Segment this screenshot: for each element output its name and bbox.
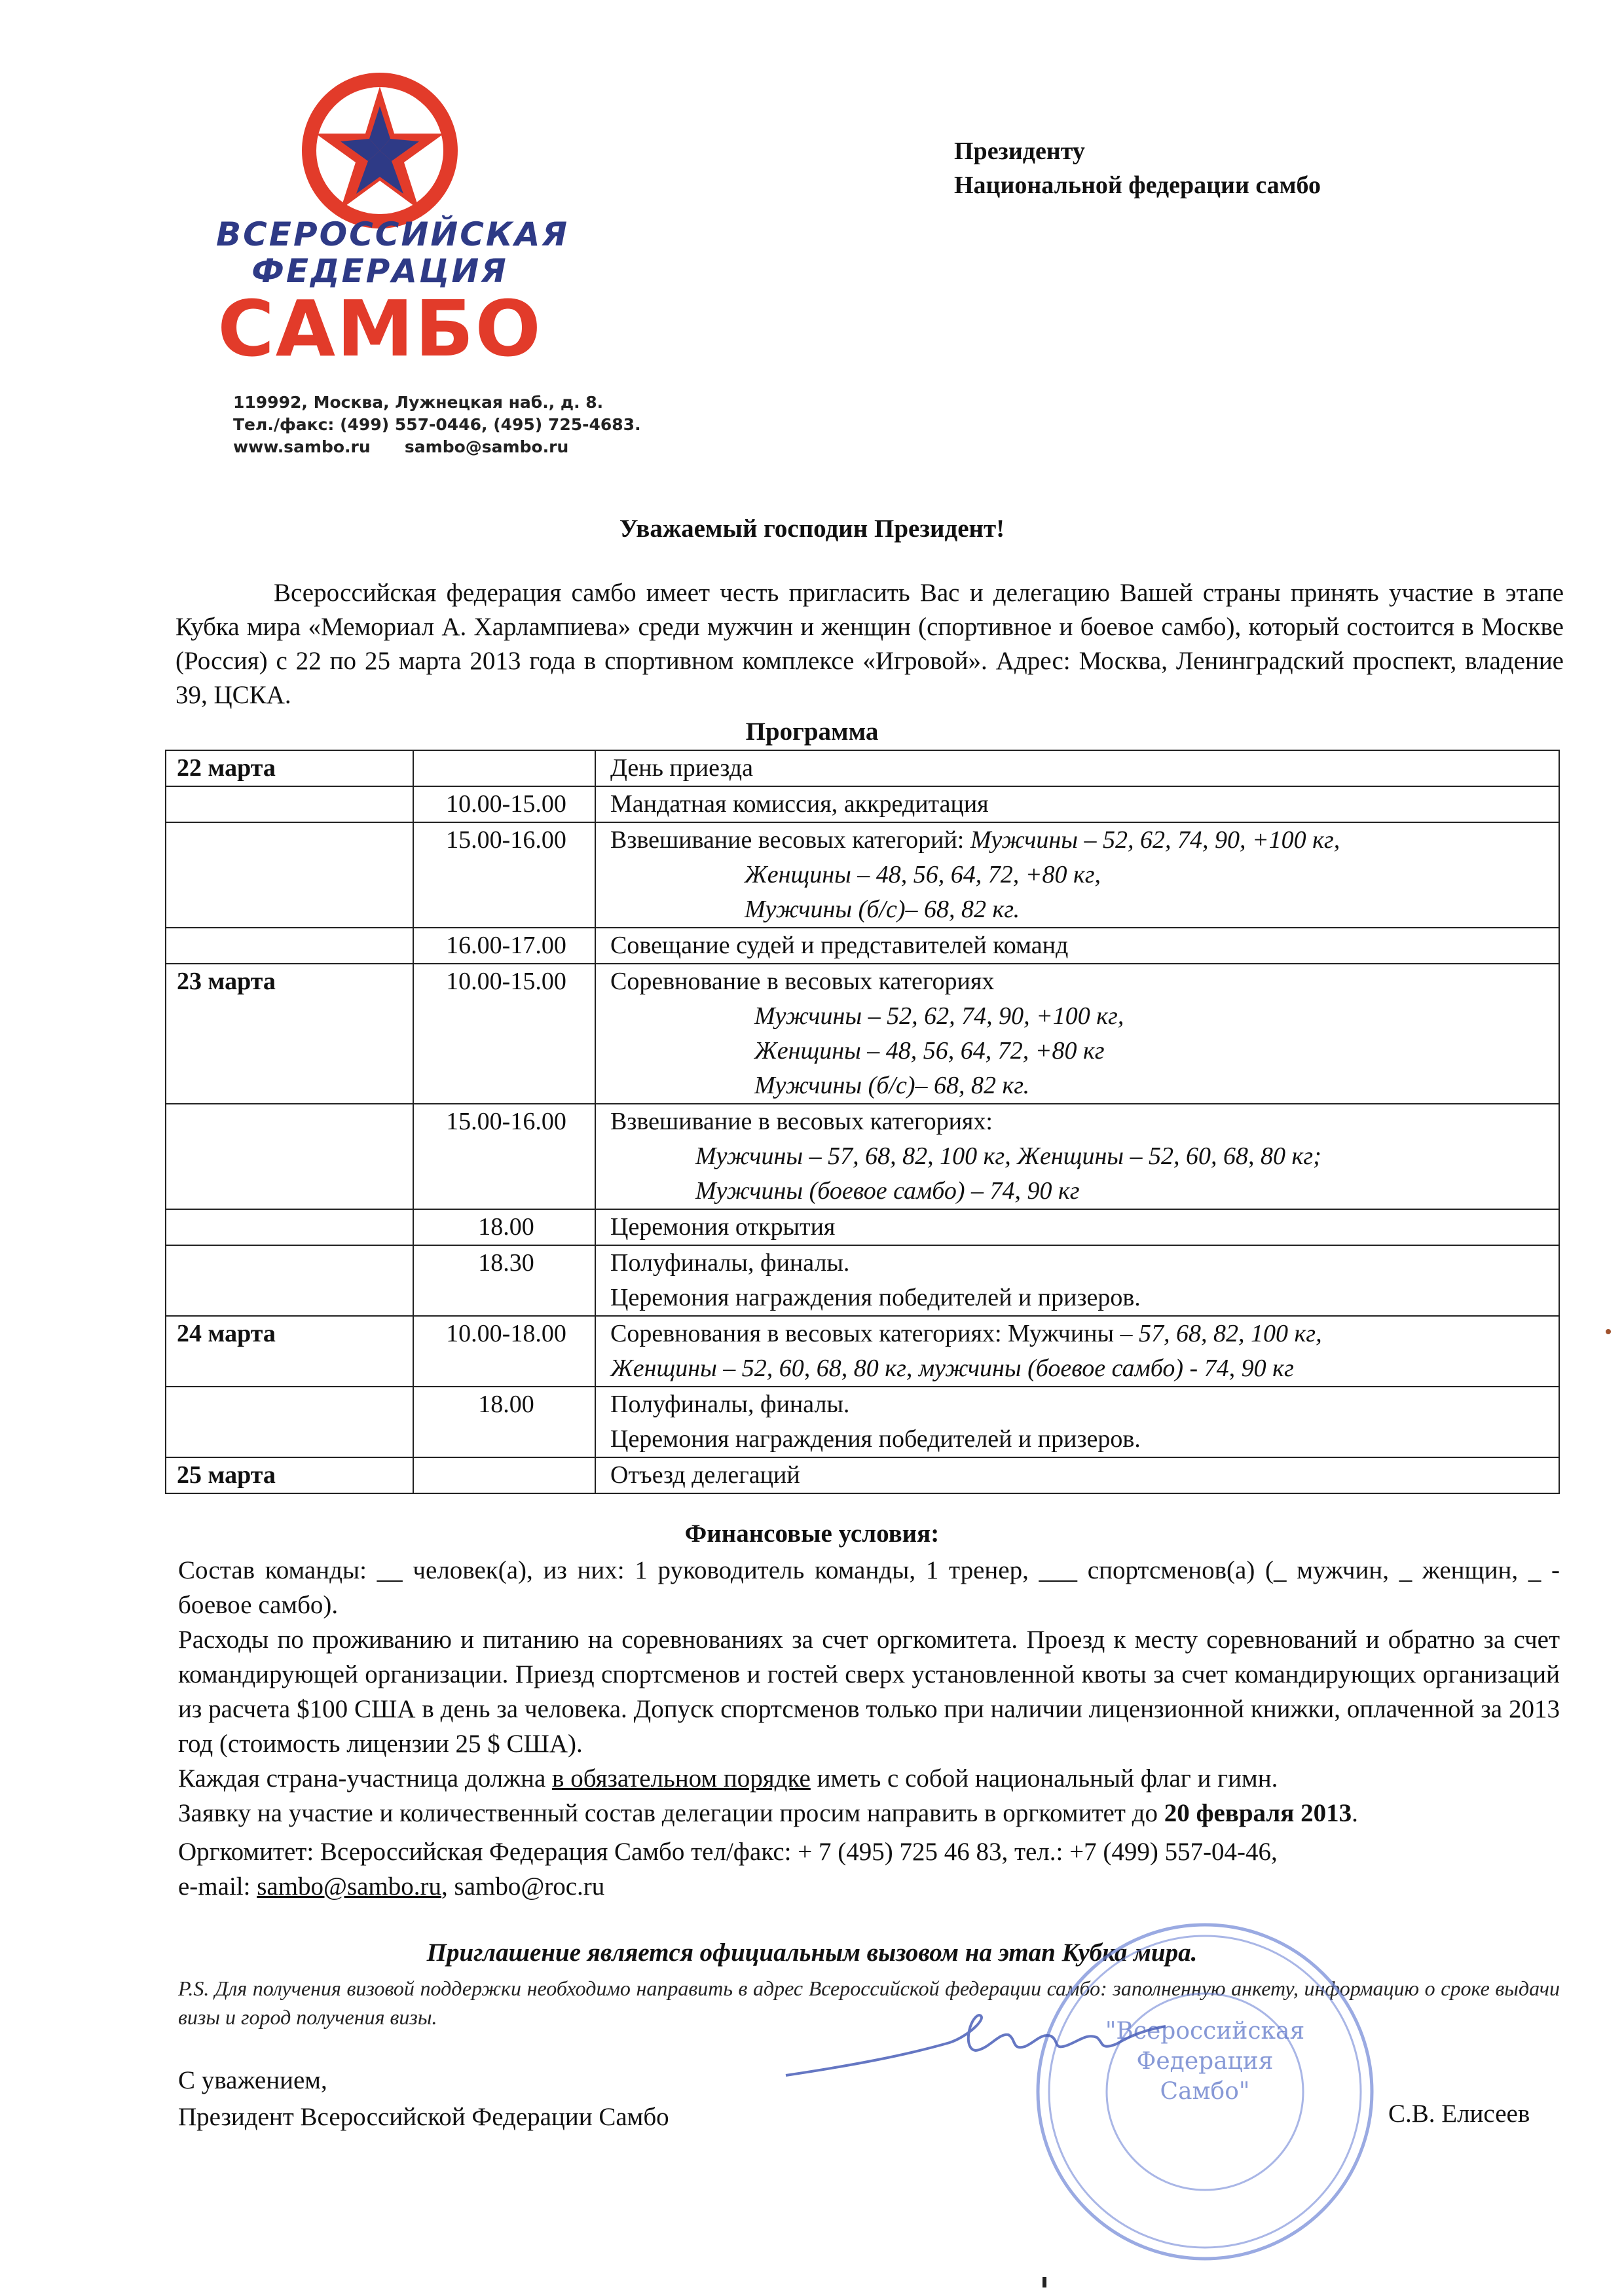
financial-title: Финансовые условия: [684, 1520, 940, 1548]
row-date [166, 1245, 413, 1316]
signer-name: С.В. Елисеев [1388, 2100, 1530, 2128]
signature-icon [773, 2003, 1179, 2088]
row-time: 18.00 [413, 1387, 595, 1457]
org-committee: Оргкомитет: Всероссийская Федерация Самбо тел/факс: + 7 (495) 725 46 83, тел.: +7 (499) 557-04-46, [178, 1838, 1278, 1866]
event-weights: Мужчины – 52, 62, 74, 90, +100 кг, [970, 826, 1340, 854]
logo-line-3: САМБО [217, 283, 542, 374]
event-text: Взвешивание весовых категорий: [610, 826, 970, 854]
event-line: Мужчины (боевое самбо) – 74, 90 кг [695, 1177, 1080, 1205]
event-line [610, 823, 1552, 858]
email-link[interactable]: sambo@sambo.ru [257, 1872, 442, 1901]
row-date: 23 марта [166, 964, 413, 1104]
application-deadline [178, 1796, 1560, 1831]
table-row [166, 1316, 1559, 1387]
row-event [595, 1457, 1559, 1493]
email-second: , sambo@roc.ru [441, 1872, 605, 1901]
addressee-line-2: Национальной федерации самбо [954, 172, 1321, 199]
deadline-end: . [1352, 1799, 1358, 1827]
event-line: Полуфиналы, финалы. [610, 1391, 850, 1418]
event-line: Мужчины (б/с)– 68, 82 кг. [745, 896, 1020, 923]
row-date [166, 1209, 413, 1245]
logo-line-1: ВСЕРОССИЙСКАЯ [216, 215, 569, 253]
table-row [166, 1104, 1559, 1209]
row-date [166, 822, 413, 928]
closing-regards: С уважением, [178, 2066, 327, 2094]
deadline-text: Заявку на участие и количественный состав делегации просим направить в оргкомитет до [178, 1799, 1164, 1827]
intro-text: Всероссийская федерация самбо имеет честь пригласить Вас и делегацию Вашей страны принять участие в этапе Кубка мира «Мемориал А. Харлампиева» среди мужчин и женщин (спортивное и боевое самбо), который состоится в Москве (Россия) с 22 по 25 марта 2013 года в спортивном комплексе «Игровой». Адрес: Москва, Ленинградский проспект, владение 39, ЦСКА. [175, 579, 1564, 709]
table-row [166, 750, 1559, 786]
email-label: e-mail: [178, 1872, 257, 1901]
event-weights: – 57, 68, 82, 100 кг, [1120, 1320, 1322, 1347]
financial-body [178, 1553, 1560, 1904]
event-line: Совещание судей и представителей команд [610, 932, 1069, 959]
event-line: Женщины – 48, 56, 64, 72, +80 кг, [745, 861, 1101, 888]
closing-position: Президент Всероссийской Федерации Самбо [178, 2103, 669, 2131]
event-line: Полуфиналы, финалы. [610, 1249, 850, 1277]
logo-line-2: ФЕДЕРАЦИЯ [251, 252, 508, 290]
greeting: Уважаемый господин Президент! [619, 515, 1005, 543]
row-date: 25 марта [166, 1457, 413, 1493]
event-line [610, 1317, 1552, 1351]
stamp-line-2: Федерация [1136, 2048, 1274, 2075]
table-row [166, 964, 1559, 1104]
row-date [166, 786, 413, 822]
row-date [166, 928, 413, 964]
table-row [166, 1387, 1559, 1457]
row-date: 22 марта [166, 750, 413, 786]
row-event [595, 1245, 1559, 1316]
row-event [595, 1387, 1559, 1457]
handwritten-signature [773, 2003, 1179, 2088]
event-line: Мужчины (б/с)– 68, 82 кг. [754, 1072, 1030, 1099]
team-composition: Состав команды: __ человек(а), из них: 1 руководитель команды, 1 тренер, ___ спортсменов(а) (_ мужчин, _ женщин, _ - боевое самбо). [178, 1556, 1560, 1619]
table-row [166, 928, 1559, 964]
star-emblem-icon [223, 72, 537, 229]
event-line: Мужчины – 52, 62, 74, 90, +100 кг, [754, 1002, 1124, 1030]
row-event [595, 964, 1559, 1104]
deadline-date: 20 февраля 2013 [1164, 1799, 1352, 1827]
row-event [595, 928, 1559, 964]
table-row [166, 1209, 1559, 1245]
contact-web: www.sambo.ru sambo@sambo.ru [233, 437, 569, 456]
row-time: 10.00-18.00 [413, 1316, 595, 1387]
row-event [595, 822, 1559, 928]
addressee-block [954, 134, 1321, 202]
flag-text-b: иметь с собой национальный флаг и гимн. [810, 1764, 1278, 1793]
row-event [595, 1209, 1559, 1245]
table-row [166, 822, 1559, 928]
row-time: 10.00-15.00 [413, 786, 595, 822]
postscript: P.S. Для получения визовой поддержки необходимо направить в адрес Всероссийской федерации самбо: заполненную анкету, информацию о сроке выдачи визы и город получения визы. [178, 1977, 1560, 2029]
stamp-line-1: "Всероссийская [1105, 2018, 1305, 2045]
official-invitation: Приглашение является официальным вызовом на этап Кубка мира. [426, 1939, 1198, 1967]
scan-speck [1606, 1329, 1611, 1334]
intro-paragraph [175, 576, 1564, 712]
event-line: День приезда [610, 754, 753, 782]
row-event [595, 750, 1559, 786]
row-event [595, 786, 1559, 822]
event-line: Церемония открытия [610, 1213, 836, 1241]
event-line: Мандатная комиссия, аккредитация [610, 790, 989, 818]
row-time: 15.00-16.00 [413, 1104, 595, 1209]
table-row [166, 1457, 1559, 1493]
row-date: 24 марта [166, 1316, 413, 1387]
stamp-line-3: Самбо" [1160, 2078, 1250, 2105]
event-text: Соревнования в весовых категориях: Мужчины [610, 1320, 1120, 1347]
contact-phone: Тел./факс: (499) 557-0446, (495) 725-4683. [233, 415, 641, 434]
table-row [166, 1245, 1559, 1316]
row-event [595, 1316, 1559, 1387]
event-line: Отъезд делегаций [610, 1461, 800, 1489]
closing-block [178, 2062, 669, 2136]
event-line: Соревнование в весовых категориях [610, 968, 995, 995]
row-date [166, 1104, 413, 1209]
row-time [413, 750, 595, 786]
program-title: Программа [745, 718, 879, 746]
row-time: 16.00-17.00 [413, 928, 595, 964]
logo-wordmark [216, 215, 569, 374]
mandatory-underline: в обязательном порядке [552, 1764, 811, 1793]
addressee-line-1: Президенту [954, 137, 1085, 165]
row-time: 15.00-16.00 [413, 822, 595, 928]
event-line: Церемония награждения победителей и призеров. [610, 1284, 1141, 1311]
contact-address: 119992, Москва, Лужнецкая наб., д. 8. [233, 393, 604, 412]
row-date [166, 1387, 413, 1457]
event-line: Женщины – 52, 60, 68, 80 кг, мужчины (боевое самбо) - 74, 90 кг [610, 1355, 1294, 1382]
row-time: 18.30 [413, 1245, 595, 1316]
event-line: Мужчины – 57, 68, 82, 100 кг, Женщины – 52, 60, 68, 80 кг; [695, 1142, 1321, 1170]
email-line [178, 1869, 1560, 1904]
event-line: Церемония награждения победителей и призеров. [610, 1425, 1141, 1453]
row-time [413, 1457, 595, 1493]
event-line: Женщины – 48, 56, 64, 72, +80 кг [754, 1037, 1105, 1065]
row-time: 18.00 [413, 1209, 595, 1245]
scan-mark [1043, 2277, 1046, 2287]
table-row [166, 786, 1559, 822]
row-time: 10.00-15.00 [413, 964, 595, 1104]
program-table [165, 750, 1560, 1494]
flag-text-a: Каждая страна-участница должна [178, 1764, 553, 1793]
expenses-paragraph: Расходы по проживанию и питанию на соревнованиях за счет оргкомитета. Проезд к месту соревнований и обратно за счет командирующей организации. Приезд спортсменов и гостей сверх установленной квоты за счет командирующих организаций из расчета $100 США в день за человека. Допуск спортсменов только при наличии лицензионной книжки, оплаченной за 2013 год (стоимость лицензии 25 $ США). [178, 1626, 1560, 1758]
contact-block [233, 392, 641, 458]
flag-anthem-paragraph [178, 1761, 1560, 1796]
event-line: Взвешивание в весовых категориях: [610, 1108, 993, 1135]
row-event [595, 1104, 1559, 1209]
